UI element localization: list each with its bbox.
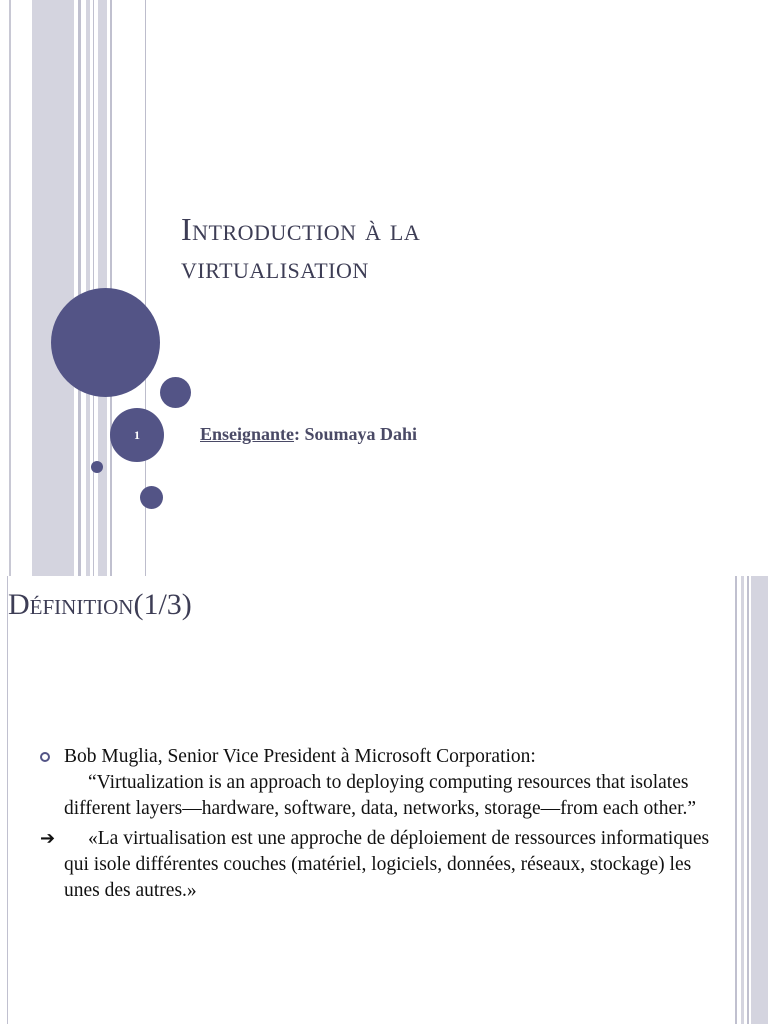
definition-body	[40, 744, 720, 904]
arrow-item	[40, 826, 720, 904]
title-line-2: virtualisation	[181, 249, 369, 285]
quote-english-text: “Virtualization is an approach to deploying computing resources that isolates different layers—hardware, software, data, networks, storage—from each other.”	[64, 772, 697, 819]
decor-stripe	[9, 0, 11, 576]
bullet-ring-icon	[40, 752, 50, 762]
decor-circle-small	[140, 486, 163, 509]
decor-stripe	[78, 0, 81, 576]
presenter-separator: :	[294, 424, 305, 444]
decor-stripe	[735, 576, 737, 1024]
quote-english	[40, 770, 720, 822]
decor-stripe	[751, 576, 768, 1024]
decor-circle-small	[160, 377, 191, 408]
slide-definition	[0, 576, 768, 1024]
decor-circle-large	[51, 288, 160, 397]
decor-stripe	[86, 0, 90, 576]
definition-title: Définition(1/3)	[8, 588, 192, 621]
bullet-item	[40, 744, 720, 770]
page-number: 1	[134, 427, 140, 442]
decor-stripe	[93, 0, 94, 576]
decor-stripe	[32, 0, 74, 576]
presenter-label: Enseignante	[200, 424, 295, 444]
quote-french-text: «La virtualisation est une approche de déploiement de ressources informatiques qui isole différentes couches (matériel, logiciels, données, réseaux, stockage) les unes des autres.»	[64, 828, 710, 901]
decor-circle-tiny	[91, 461, 103, 473]
decor-stripe	[741, 576, 744, 1024]
presenter-line	[200, 424, 417, 445]
slide-title-text	[181, 210, 661, 286]
title-line-1: Introduction à la	[181, 211, 421, 247]
presenter-name: Soumaya Dahi	[304, 424, 418, 444]
decor-stripe	[747, 576, 749, 1024]
bullet-text: Bob Muglia, Senior Vice President à Microsoft Corporation:	[64, 746, 536, 767]
decor-stripe	[7, 576, 8, 1024]
right-arrow-icon: ➔	[40, 828, 56, 849]
